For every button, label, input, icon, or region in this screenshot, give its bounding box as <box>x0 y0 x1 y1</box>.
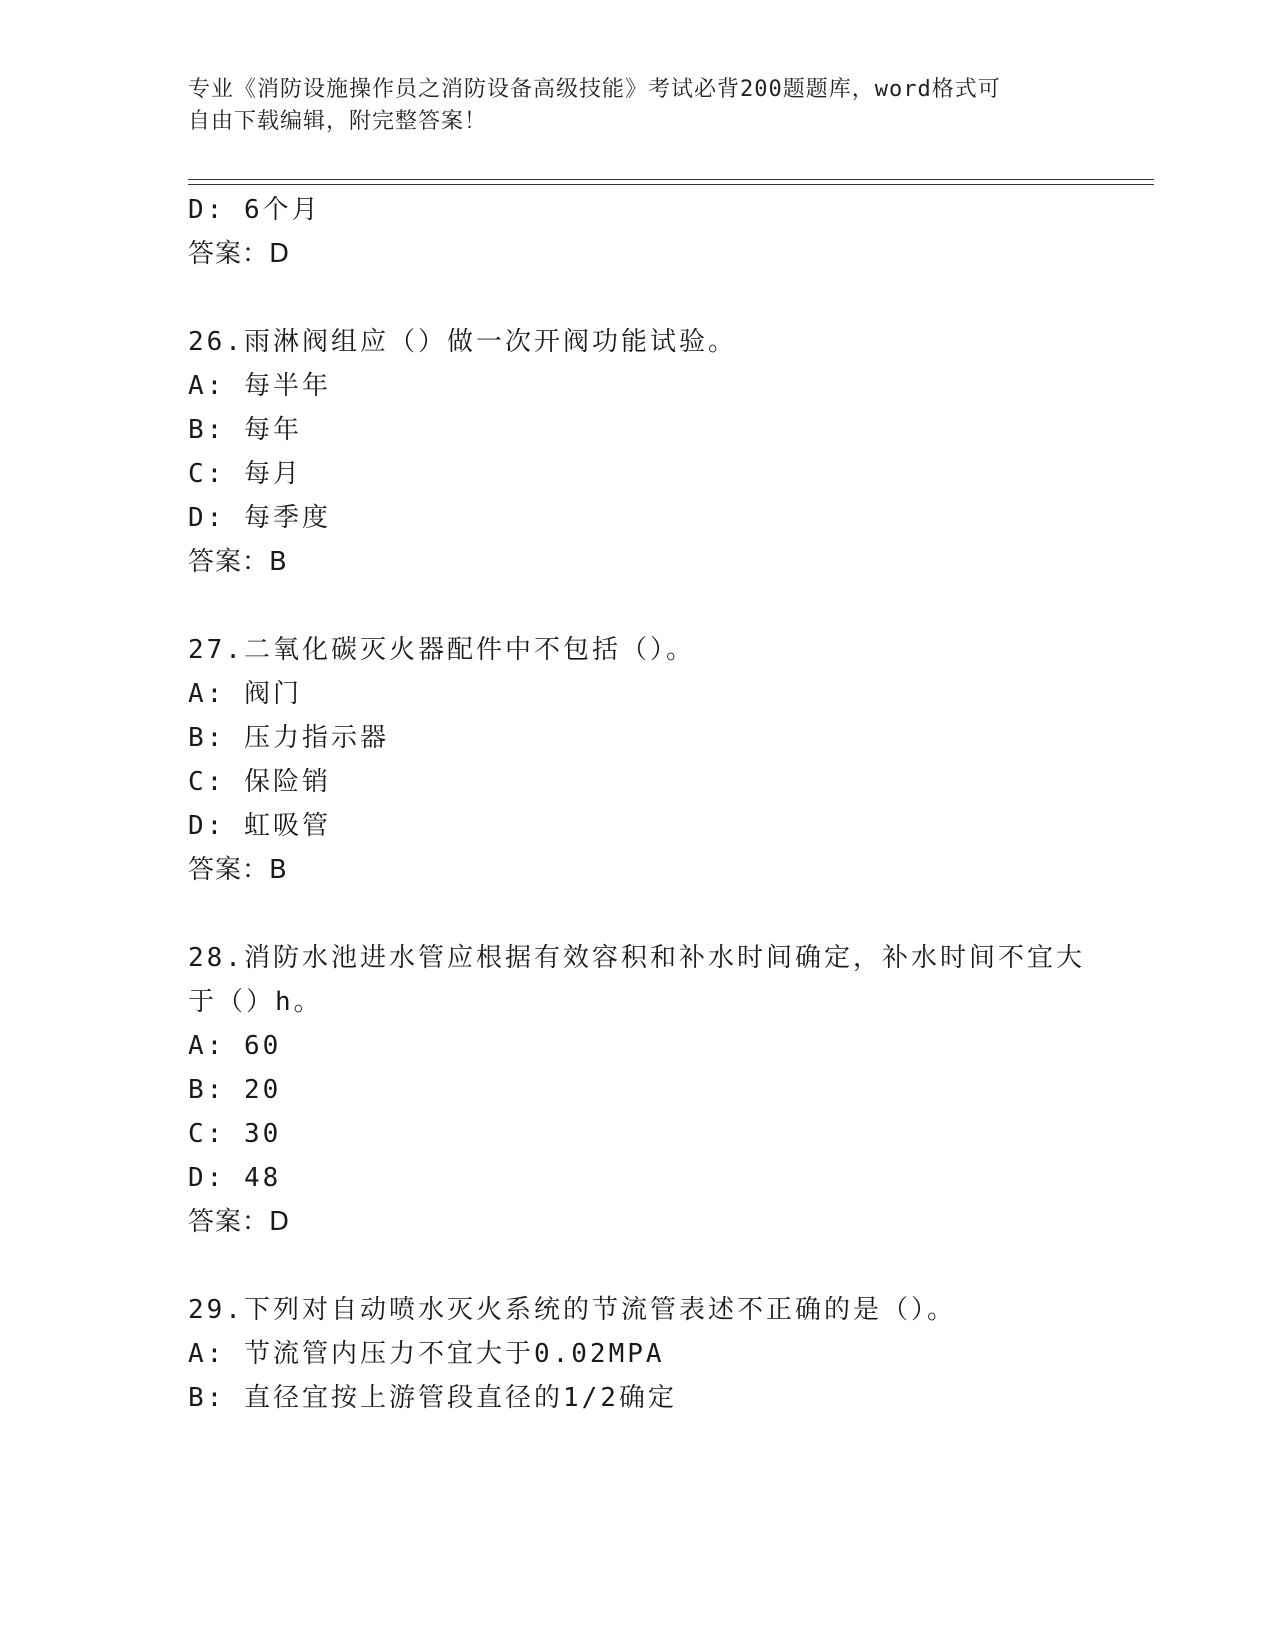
q29-stem: 29.下列对自动喷水灭火系统的节流管表述不正确的是（）。 <box>188 1295 956 1325</box>
header-divider-bottom <box>188 184 1154 185</box>
q28-option-d: D: 48 <box>188 1163 282 1193</box>
q26-option-c: C: 每月 <box>188 459 302 489</box>
q27-option-c: C: 保险销 <box>188 767 331 797</box>
q26-answer: 答案：B <box>188 547 288 577</box>
q26-stem: 26.雨淋阀组应（）做一次开阀功能试验。 <box>188 327 737 357</box>
q28-answer: 答案：D <box>188 1207 291 1237</box>
q28-option-a: A: 60 <box>188 1031 282 1061</box>
q26-option-b: B: 每年 <box>188 415 302 445</box>
q29-option-a: A: 节流管内压力不宜大于0.02MPA <box>188 1339 665 1369</box>
q27-option-a: A: 阀门 <box>188 679 302 709</box>
q27-stem: 27.二氧化碳灭火器配件中不包括（）。 <box>188 635 695 665</box>
q26-option-d: D: 每季度 <box>188 503 331 533</box>
prev-answer: 答案：D <box>188 239 291 269</box>
q28-stem-line-2: 于（）h。 <box>188 987 323 1017</box>
prev-option-d: D: 6个月 <box>188 195 321 225</box>
header-line-1: 专业《消防设施操作员之消防设备高级技能》考试必背200题题库，word格式可 <box>188 77 1001 102</box>
document-header <box>188 74 1088 138</box>
q28-option-c: C: 30 <box>188 1119 282 1149</box>
q26-option-a: A: 每半年 <box>188 371 331 401</box>
q28-option-b: B: 20 <box>188 1075 282 1105</box>
header-line-2: 自由下载编辑，附完整答案！ <box>188 109 488 134</box>
q27-answer: 答案：B <box>188 855 288 885</box>
q27-option-d: D: 虹吸管 <box>188 811 331 841</box>
q29-option-b: B: 直径宜按上游管段直径的1/2确定 <box>188 1383 677 1413</box>
q28-stem-line-1: 28.消防水池进水管应根据有效容积和补水时间确定，补水时间不宜大 <box>188 943 1085 973</box>
q27-option-b: B: 压力指示器 <box>188 723 389 753</box>
header-divider-top <box>188 179 1154 180</box>
